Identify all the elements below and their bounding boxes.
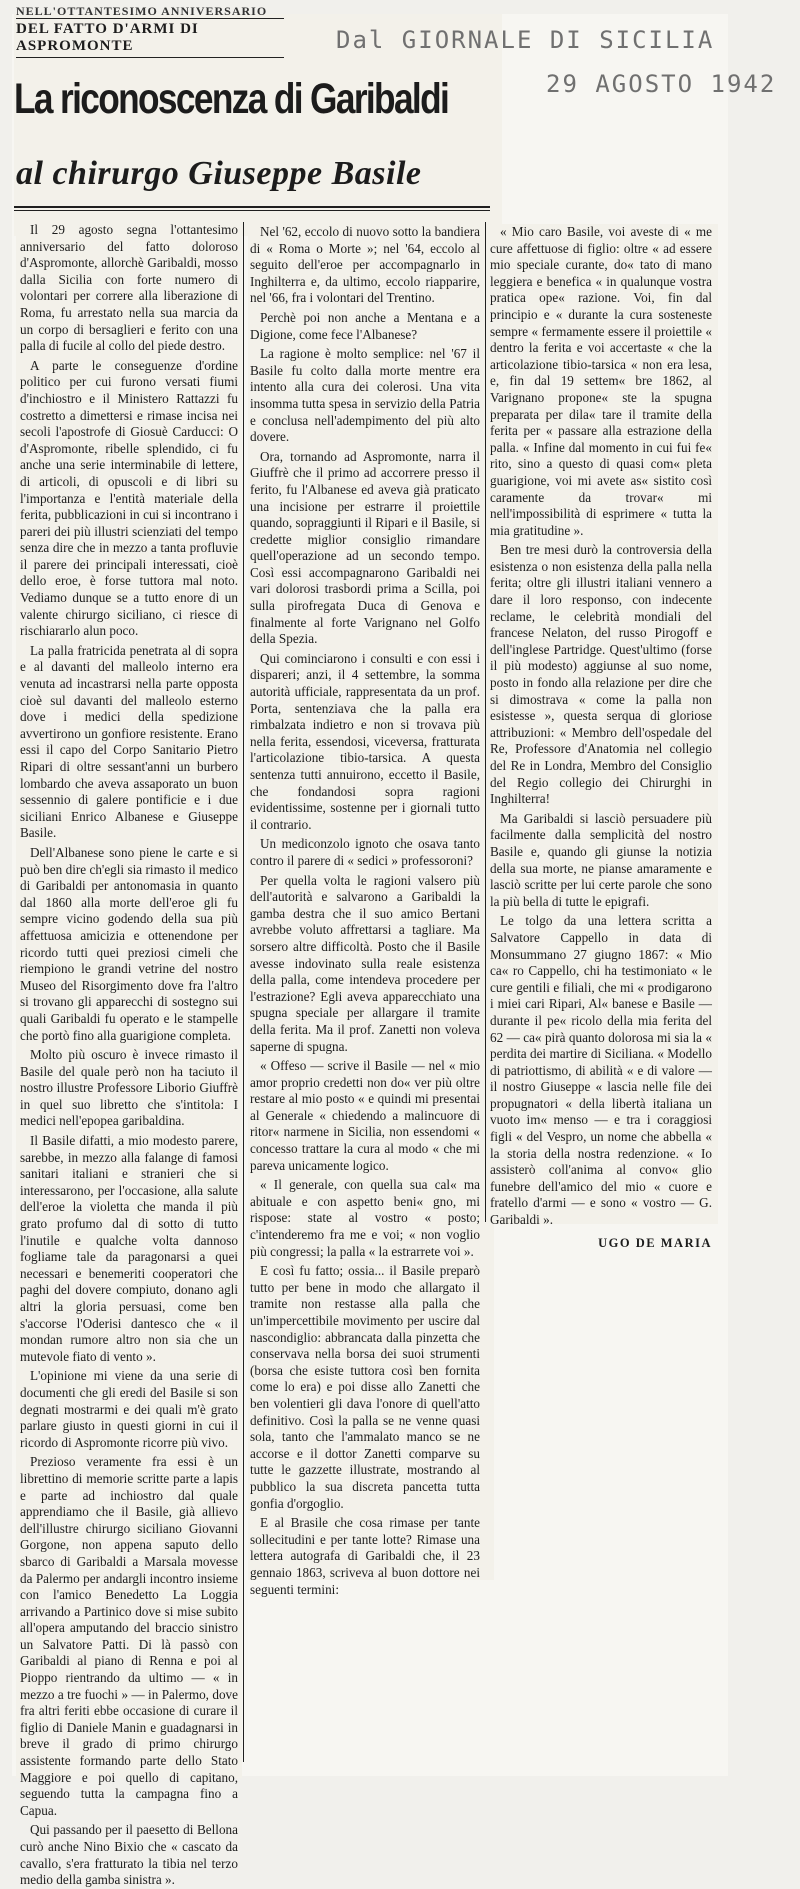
- paragraph: Le tolgo da una lettera scritta a Salvatore Cappello in data di Monsummano 27 giugno 1867: « Mio ca« ro Cappello, chi ha testimoniato « le cure gentili e filiali, che mi « prodigarono i miei cari Ripari, Al« banese e Basile — durante il pe« ricolo della mia ferita del 62 — ca« pirà quanto dolorosa mi sia la « perdita dei martire di Siciliana. « Modello di patriottismo, di abilità « e di valore — il nostro Giuseppe « lascia nelle file dei propugnatori « della libertà italiana un vuoto im« menso — e tra i coraggiosi figli « del Vespro, un nome che abbella « la storia della nostra redenzione. « Io assisterò coll'anima al convo« glio funebre dell'amico del mio « cuore e fratello d'armi — e sono « vostro — G. Garibaldi ».: [490, 913, 712, 1228]
- paragraph: E al Brasile che cosa rimase per tante sollecitudini e per tante lotte? Rimase una lettera autografa di Garibaldi che, il 23 gennaio 1863, scriveva al buon dottore nei seguenti termini:: [250, 1515, 480, 1597]
- article-column-1: [20, 222, 238, 1888]
- paragraph: Qui cominciarono i consulti e con essi i dispareri; anzi, il 4 settembre, la somma autorità ufficiale, rappresentata da un prof. Porta, sentenziava che la palla era rimbalzata indietro e non si trovava più nella ferita, essendosi, viceversa, fratturata l'articolazione tibio-tarsica. A questa sentenza tutti annuirono, eccetto il Basile, che fondandosi sopra ragioni evidentissime, sostenne per i giornali tutto il contrario.: [250, 650, 480, 832]
- paragraph: Per quella volta le ragioni valsero più dell'autorità e salvarono a Garibaldi la gamba destra che il suo amico Bertani avrebbe voluto affrettarsi a tagliare. Ma sorsero altre difficoltà. Posto che il Basile avesse indovinato sulla reale esistenza della palla, come intendeva procedere per l'estrazione? Egli aveva apparecchiato una spugna speciale per allargare il tramite della ferita. Ma il prof. Zanetti non voleva saperne di spugna.: [250, 872, 480, 1054]
- paragraph: « Offeso — scrive il Basile — nel « mio amor proprio credetti non do« ver più oltre restare al mio posto « e quindi mi presentai al Generale « chiedendo a malincuore di ritor« narmene in Sicilia, non essendomi « concesso trattare la cura al modo « che mi pareva unicamente logico.: [250, 1058, 480, 1173]
- column-divider-2: [485, 222, 486, 1222]
- paragraph: A parte le conseguenze d'ordine politico per cui furono versati fiumi d'inchiostro e il Ministero Rattazzi fu costretto a dimettersi e rimase incisa nei secoli l'apostrofe di Giosuè Carducci: O d'Aspromonte, ribelle splendido, ci fu anche una serie interminabile di lettere, di articoli, di opuscoli e di libri su l'importanza e l'entità materiale della ferita, pubblicazioni in cui si incontrano i pareri dei più illustri scienziati del tempo senza dire che in mezzo a tanta profluvie il parere dei principali interessati, cioè dello eroe, è forse tuttora mal noto. Vediamo dunque se a tutto enore di un valente chirurgo siciliano, ci riesce di rischiararlo alun poco.: [20, 357, 238, 639]
- date-stamp: 29 AGOSTO 1942: [546, 70, 777, 98]
- paragraph: Dell'Albanese sono piene le carte e si può ben dire ch'egli sia rimasto il medico di Garibaldi per antonomasia in quanto dal 1860 alla morte dell'eroe gli fu sempre vicino godendo della sua più affettuosa amicizia e ottenendone per ricordo tutti quei preziosi cimeli che riempiono le grandi vetrine del nostro Museo del Risorgimento dove fra l'altro si trovano gli apparecchi di sostegno sui quali Garibaldi fu operato e le stampelle che portò fino alla guarigione completa.: [20, 844, 238, 1043]
- paragraph: Il 29 agosto segna l'ottantesimo anniversario del fatto doloroso d'Aspromonte, allorchè Garibaldi, mosso dalla Sicilia con forte numero di volontari per correre alla liberazione di Roma, fu arrestato nella sua marcia da un corpo di bersaglieri e ferito con una palla di fucile al collo del piede destro.: [20, 222, 238, 354]
- paragraph: Ben tre mesi durò la controversia della esistenza o non esistenza della palla nella ferita; oltre gli illustri italiani vennero a dare il loro responso, con indecente reclame, le celebrità mondiali del francese Nelaton, del russo Pirogoff e dell'inglese Partridge. Quest'ultimo (forse il più modesto) aggiunse al suo nome, posto in fondo alla relazione per dire che si dimostrava « come la palla non esistesse », questa serqua di gloriose attribuzioni: « Membro dell'ospedale del Re, Professore d'Anatomia nel collegio del Re in Londra, Membro del Consiglio del Regio collegio dei Chirurghi in Inghilterra!: [490, 542, 712, 807]
- article-column-3: [490, 224, 712, 1250]
- paragraph: La palla fratricida penetrata al di sopra e al davanti del malleolo interno era venuta ad incastrarsi nella parte opposta cioè sul davanti del malleolo esterno dove i medici della spedizione avvertirono un gonfiore resistente. Erano essi il capo del Corpo Sanitario Pietro Ripari di oltre sessant'anni un burbero lombardo che aveva assaporato un buon sessennio di galere pontificie e i due siciliani Enrico Albanese e Giuseppe Basile.: [20, 642, 238, 841]
- paragraph: Ma Garibaldi si lasciò persuadere più facilmente dalla semplicità del nostro Basile e, quando gli giunse la notizia della sua morte, ne pianse amaramente e lasciò scritte per lui certe parole che sono la più bella di tutte le epigrafi.: [490, 810, 712, 909]
- source-stamp: Dal GIORNALE DI SICILIA: [336, 26, 715, 54]
- paragraph: « Il generale, con quella sua cal« ma abituale e con aspetto beni« gno, mi rispose: state al vostro « posto; c'intenderemo fra me e voi; « non voglio più congressi; la palla « la estrarrete voi ».: [250, 1177, 480, 1259]
- paragraph: Perchè poi non anche a Mentana e a Digione, come fece l'Albanese?: [250, 309, 480, 342]
- paragraph: L'opinione mi viene da una serie di documenti che gli eredi del Basile si son degnati mostrarmi e dei quali m'è grato parlare giusto in questi giorni in cui il ricordo di Aspromonte ricorre più vivo.: [20, 1368, 238, 1450]
- paragraph: Molto più oscuro è invece rimasto il Basile del quale però non ha taciuto il nostro illustre Professore Liborio Giuffrè in quel suo libretto che s'intitola: I medici nell'epopea garibaldina.: [20, 1047, 238, 1129]
- paragraph: La ragione è molto semplice: nel '67 il Basile fu colto dalla morte mentre era intento alla cura dei colerosi. Una vita insomma tutta spesa in servizio della Patria e conclusa nell'adempimento del più alto dovere.: [250, 346, 480, 445]
- paragraph: Un mediconzolo ignoto che osava tanto contro il parere di « sedici » professoroni?: [250, 836, 480, 868]
- paragraph: Nel '62, eccolo di nuovo sotto la bandiera di « Roma o Morte »; nel '64, eccolo al seguito dell'eroe per accompagnarlo in Inghilterra e, da ultimo, eccolo riapparire, nel '66, fra i volontari del Trentino.: [250, 224, 480, 306]
- paragraph: Qui passando per il paesetto di Bellona curò anche Nino Bixio che « cascato da cavallo, s'era fratturato la tibia nel terzo medio della gamba sinistra ».: [20, 1822, 238, 1888]
- paragraph: Il Basile difatti, a mio modesto parere, sarebbe, in mezzo alla falange di famosi sanitari italiani e stranieri che si interessarono, per l'occasione, alla salute dell'eroe la violetta che manda il più grato profumo dal di sotto di tutto l'inutile e qualche volta dannoso fogliame tale da paragonarsi a quei necessari e benemeriti cooperatori che paghi del dovere compiuto, donano agli altri la gloria persuasi, come ben s'accorse l'Oderisi dantesco che « il mondan rumore altro non sia che un mutevole fiato di vento ».: [20, 1133, 238, 1364]
- headline-rule-thin: [14, 210, 490, 211]
- paragraph: Prezioso veramente fra essi è un librettino di memorie scritte parte a lapis e parte ad inchiostro dal quale apprendiamo che il Basile, già allievo dell'illustre chirurgo siciliano Giovanni Gorgone, non appena saputo dello sbarco di Garibaldi a Marsala movesse da Palermo per andargli incontro insieme con l'amico Benedetto La Loggia arrivando a Partinico dove si mise subito all'opera amputando del braccio sinistro un Salvatore Patti. Di là passò con Garibaldi al piano di Renna e poi al Pioppo rientrando da ultimo — « in mezzo a tre fuochi » — in Palermo, dove fra altri feriti ebbe occasione di curare il figlio di Daniele Manin e guadagnarsi in breve il grado di primo chirurgo assistente formando parte dello Stato Maggiore e poi quello di capitano, seguendo tutta la campagna fino a Capua.: [20, 1454, 238, 1818]
- article-column-2: [250, 224, 480, 1597]
- column-divider-1: [243, 222, 244, 1762]
- headline-rule: [14, 206, 490, 208]
- subheadline: al chirurgo Giuseppe Basile: [16, 155, 422, 192]
- paragraph: Ora, tornando ad Aspromonte, narra il Giuffrè che il primo ad accorrere presso il ferito, fu l'Albanese ed aveva già praticato una incisione per estrarre il proiettile quando, sopraggiunti il Ripari e il Basile, si credette miglior consiglio rimandare quell'operazione ad un secondo tempo. Così essi accompagnarono Garibaldi nei vari dolorosi trasbordi prima a Scilla, poi sulla pirofregata Duca di Genova e finalmente al forte Varignano nel Golfo della Spezia.: [250, 448, 480, 647]
- headline: La riconoscenza di Garibaldi: [14, 75, 449, 123]
- kicker-line-2: DEL FATTO D'ARMI DI ASPROMONTE: [16, 18, 284, 58]
- author-signature: UGO DE MARIA: [598, 1235, 712, 1250]
- paragraph: E così fu fatto; ossia... il Basile preparò tutto per bene in modo che allargato il tramite non restasse alla palla che un'impercettibile movimento per uscire dal nascondiglio: abbrancata dalla pinzetta che conservava nella borsa dei suoi strumenti (borsa che esiste tuttora così ben fornita come lo era) e poi disse allo Zanetti che ben volentieri gli dava l'onore di quell'atto definitivo. Così la palla se ne venne quasi sola, tanto che l'ammalato manco se ne accorse e il dottor Zanetti comparve su tutte le gazzette illustrate, mostrando al pubblico la sua discreta pancetta tutta gonfia d'orgoglio.: [250, 1263, 480, 1511]
- kicker-line-1: NELL'OTTANTESIMO ANNIVERSARIO: [16, 4, 268, 18]
- kicker: [16, 6, 284, 58]
- paragraph: « Mio caro Basile, voi aveste di « me cure affettuose di figlio: oltre « ad essere mio speciale curante, do« tato di mano leggiera e benefica « in qualunque vostra pratica ope« razione. Voi, fin dal principio e « durante la cura sosteneste sempre « fermamente essere il proiettile « dentro la ferita e voi accertaste « che la articolazione tibio-tarsica « non era lesa, e, fin dal 19 settem« bre 1862, al Varignano propone« ste la spugna preparata per dila« tare il tramite della ferita per « passare alla estrazione della palla. « Infine dal momento in cui fui fe« rito, sino a questo di quasi com« pleta guarigione, voi mi avete as« sistito così caramente da trovar« mi nell'impossibilità di esprimere « tutta la mia gratitudine ».: [490, 224, 712, 538]
